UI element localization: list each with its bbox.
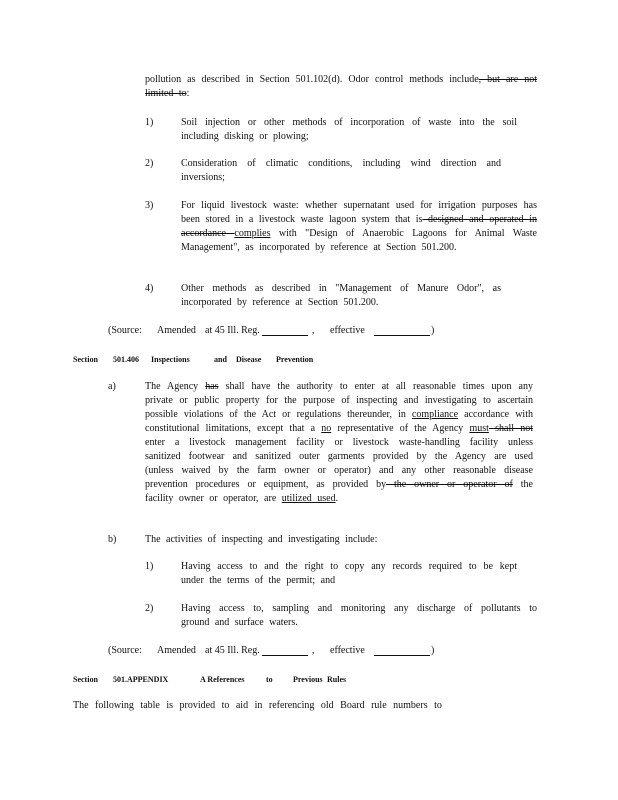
item-number: 1) bbox=[145, 117, 154, 128]
inserted-text: complies bbox=[234, 228, 271, 239]
effective-blank bbox=[374, 644, 430, 656]
reg-blank bbox=[262, 324, 308, 336]
source-note-2: (Source: Amended at 45 Ill. Reg. , effective ) bbox=[108, 645, 435, 656]
subsection-b: The activities of inspecting and investigating include: bbox=[145, 534, 378, 545]
odor-item-2: Consideration of climatic conditions, including wind direction and inversions; bbox=[181, 158, 501, 183]
section-heading: Section 501.406 Inspections and Disease Prevention bbox=[73, 355, 314, 364]
item-number: 2) bbox=[145, 158, 154, 169]
closing-text: The following table is provided to aid in referencing old Board rule numbers to bbox=[73, 700, 442, 711]
odor-item-1: Soil injection or other methods of incorporation of waste into the soil including disking or plowing; bbox=[181, 117, 517, 142]
struck-text: designed and operated in accordance bbox=[181, 214, 537, 239]
intro-paragraph: pollution as described in Section 501.102(d). Odor control methods include, but are not limited to: bbox=[145, 74, 538, 99]
subsection-a: The Agency has shall have the authority to enter at all reasonable times upon any private or public property for the purpose of inspecting and investigating to ascertain possible violations of the Act or regulations thereunder, in compliance accordance with constitutional limitations, except that a no representative of the Agency must shall not enter a livestock management facility or livestock waste-handling facility unless sanitized footwear and sanitized outer garments provided by the Agency are used (unless waived by the farm owner or operator) and any other reasonable disease prevention procedures or equipment, as provided by the owner or operator of the facility owner or operator, are utilized used. bbox=[145, 381, 533, 504]
item-number: 2) bbox=[145, 603, 154, 614]
item-number: a) bbox=[108, 381, 116, 392]
item-number: 3) bbox=[145, 200, 154, 211]
item-number: 4) bbox=[145, 283, 154, 294]
intro-text: pollution as described in Section 501.102(d). Odor control methods include bbox=[145, 74, 479, 85]
appendix-heading: Section 501.APPENDIX A References to Previous Rules bbox=[73, 675, 347, 684]
item-number: b) bbox=[108, 534, 117, 545]
odor-item-4: Other methods as described in "Management of Manure Odor", as incorporated by reference at Section 501.200. bbox=[181, 283, 501, 308]
item-number: 1) bbox=[145, 561, 154, 572]
odor-item-3: For liquid livestock waste: whether supernatant used for irrigation purposes has been stored in a livestock waste lagoon system that is designed and operated in accordance complies with "Design of Anaerobic Lagoons for Animal Waste Management", as incorporated by reference at Section 501.200. bbox=[181, 200, 537, 253]
intro-struck: , but are not limited to bbox=[145, 74, 538, 99]
b-item-2: Having access to, sampling and monitoring any discharge of pollutants to ground and surface waters. bbox=[181, 603, 537, 628]
effective-blank bbox=[374, 324, 430, 336]
b-item-1: Having access to and the right to copy any records required to be kept under the terms of the permit; and bbox=[181, 561, 517, 586]
source-note-1: (Source: Amended at 45 Ill. Reg. , effective ) bbox=[108, 325, 435, 336]
reg-blank bbox=[262, 644, 308, 656]
